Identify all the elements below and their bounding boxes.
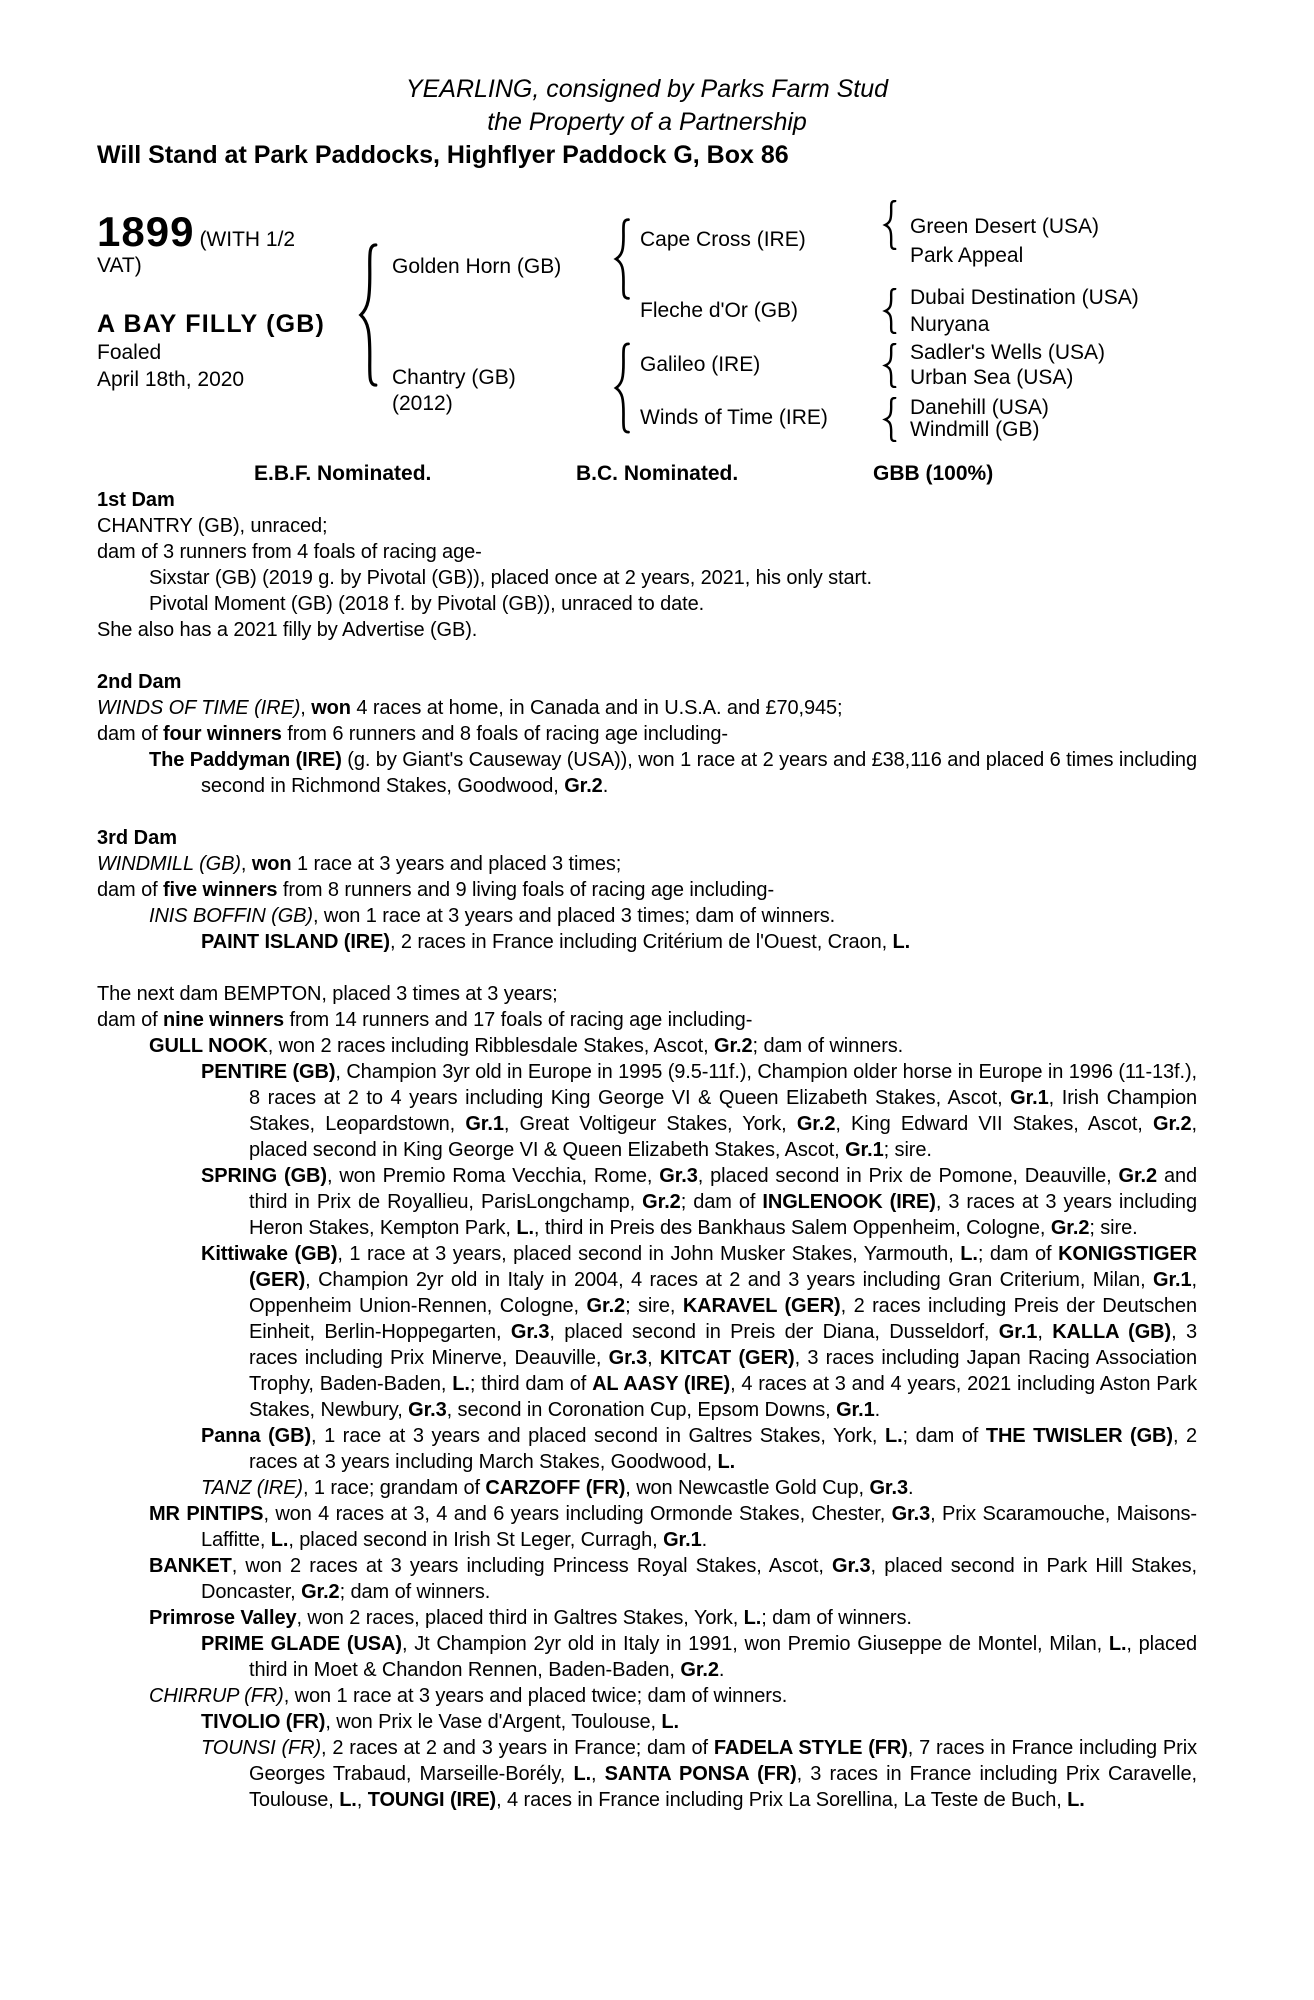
text-run: , won 1 race at 3 years and placed twice; dam of winners.: [283, 1685, 788, 1707]
property-line: the Property of a Partnership: [487, 108, 807, 136]
produce-paragraph: [97, 1735, 1197, 1813]
text-run: L.: [743, 1607, 762, 1629]
text-run: CHIRRUP (FR): [149, 1685, 284, 1707]
text-run: ,: [591, 1763, 605, 1785]
text-run: Gr.3: [832, 1555, 871, 1577]
text-run: KALLA (GB): [1052, 1321, 1172, 1343]
text-run: GULL NOOK: [149, 1035, 268, 1057]
text-run: Pivotal Moment (GB) (2018 f. by Pivotal (GB)), unraced to date.: [149, 593, 705, 615]
pedigree-grandparent: Winds of Time (IRE): [640, 406, 828, 429]
text-run: TIVOLIO (FR): [201, 1711, 326, 1733]
text-run: KONIGSTIGER (GER): [249, 1243, 1198, 1291]
text-run: .: [701, 1529, 708, 1551]
text-run: MR PINTIPS: [149, 1503, 264, 1525]
lot-vat-note: (WITH 1/2 VAT): [97, 228, 296, 277]
consignor-line: YEARLING, consigned by Parks Farm Stud: [405, 75, 889, 103]
text-run: Gr.3: [891, 1503, 931, 1525]
text-run: ,: [300, 697, 312, 719]
text-run: , won Prix le Vase d'Argent, Toulouse,: [325, 1711, 662, 1733]
pedigree-brace-icon: [882, 288, 898, 334]
produce-paragraph: [97, 851, 1197, 877]
pedigree-great-grandparent: Park Appeal: [910, 244, 1024, 267]
produce-paragraph: [97, 1709, 1197, 1735]
pedigree-brace-icon: [612, 342, 632, 434]
text-run: Gr.1: [1010, 1087, 1049, 1109]
text-run: won: [311, 697, 351, 719]
produce-paragraph: [97, 695, 1197, 721]
text-run: L.: [452, 1373, 470, 1395]
text-run: PRIME GLADE (USA): [201, 1633, 402, 1655]
dam-heading: 3rd Dam: [97, 827, 178, 849]
text-run: ,: [1037, 1321, 1053, 1343]
pedigree-great-grandparent: Windmill (GB): [910, 418, 1040, 441]
pedigree-grandparent: Fleche d'Or (GB): [640, 299, 799, 322]
text-run: SPRING (GB): [201, 1165, 327, 1187]
text-run: , Champion 2yr old in Italy in 2004, 4 races at 2 and 3 years including Gran Criterium, Milan,: [305, 1269, 1153, 1291]
text-run: , Prix Scaramouche, Maisons-Laffitte,: [201, 1503, 1197, 1551]
text-run: .: [718, 1659, 725, 1681]
produce-paragraph: [97, 1501, 1197, 1553]
text-run: The next dam BEMPTON, placed 3 times at 3 years;: [97, 983, 558, 1005]
text-run: TOUNSI (FR): [201, 1737, 322, 1759]
text-run: , placed second in Park Hill Stakes, Doncaster,: [201, 1555, 1197, 1603]
text-run: Gr.2: [680, 1659, 719, 1681]
text-run: AL AASY (IRE): [592, 1373, 731, 1395]
foaled-date: April 18th, 2020: [97, 368, 245, 391]
text-run: ; dam of winners.: [339, 1581, 491, 1603]
text-run: INGLENOOK (IRE): [762, 1191, 936, 1213]
pedigree-grandparent: Cape Cross (IRE): [640, 228, 806, 251]
pedigree-brace-icon: [882, 200, 898, 250]
pedigree-brace-icon: [356, 242, 380, 388]
produce-paragraph: [97, 617, 1197, 643]
text-run: L.: [516, 1217, 534, 1239]
text-run: , second in Coronation Cup, Epsom Downs,: [446, 1399, 837, 1421]
text-run: Gr.1: [998, 1321, 1038, 1343]
text-run: dam of: [97, 723, 163, 745]
nominations-row: [0, 461, 1314, 487]
text-run: nine winners: [163, 1009, 285, 1031]
text-run: The Paddyman (IRE): [149, 749, 342, 771]
text-run: Gr.2: [796, 1113, 836, 1135]
text-run: FADELA STYLE (FR): [713, 1737, 908, 1759]
text-run: , 1 race; grandam of: [302, 1477, 486, 1499]
dam-section: [97, 981, 1197, 1813]
pedigree-great-grandparent: Sadler's Wells (USA): [910, 341, 1105, 364]
produce-paragraph: [97, 981, 1197, 1007]
text-run: , 2 races at 3 years including March Stakes, Goodwood,: [249, 1425, 1198, 1473]
text-run: dam of: [97, 879, 163, 901]
text-run: .: [602, 775, 609, 797]
text-run: Gr.2: [301, 1581, 340, 1603]
text-run: , 1 race at 3 years, placed second in John Musker Stakes, Yarmouth,: [337, 1243, 961, 1265]
text-run: Sixstar (GB) (2019 g. by Pivotal (GB)), placed once at 2 years, 2021, his only start.: [149, 567, 872, 589]
pedigree-dam: Chantry (GB): [392, 366, 516, 389]
text-run: PAINT ISLAND (IRE): [201, 931, 390, 953]
text-run: L.: [1108, 1633, 1127, 1655]
text-run: (g. by Giant's Causeway (USA)), won 1 race at 2 years and £38,116 and placed 6 times including second in Richmond Stakes, Goodwood,: [201, 749, 1197, 797]
produce-paragraph: [97, 903, 1197, 929]
dam-heading: 2nd Dam: [97, 671, 182, 693]
text-run: CARZOFF (FR): [485, 1477, 626, 1499]
produce-paragraph: [97, 539, 1197, 565]
text-run: , Champion 3yr old in Europe in 1995 (9.5-11f.), Champion older horse in Europe in 1996 (11-13f.), 8 races at 2 to 4 years including King George VI & Queen Elizabeth Stakes, Ascot,: [249, 1061, 1197, 1109]
text-run: L.: [270, 1529, 289, 1551]
text-run: , 3 races in France including Prix Caravelle, Toulouse,: [249, 1763, 1197, 1811]
text-run: , placed second in King George VI & Queen Elizabeth Stakes, Ascot,: [249, 1113, 1197, 1161]
lot-number-line: [97, 208, 339, 279]
text-run: WINDS OF TIME (IRE): [97, 697, 301, 719]
text-run: TOUNGI (IRE): [367, 1789, 497, 1811]
text-run: ; sire,: [625, 1295, 683, 1317]
text-run: dam of 3 runners from 4 foals of racing age-: [97, 541, 482, 563]
text-run: from 8 runners and 9 living foals of racing age including-: [277, 879, 775, 901]
dam-section: [97, 487, 1197, 643]
text-run: Gr.2: [1118, 1165, 1158, 1187]
produce-paragraph: [97, 721, 1197, 747]
text-run: dam of: [97, 1009, 163, 1031]
pedigree-brace-icon: [882, 343, 898, 388]
text-run: , won Premio Roma Vecchia, Rome,: [326, 1165, 660, 1187]
text-run: CHANTRY (GB), unraced;: [97, 515, 328, 537]
text-run: , Great Voltigeur Stakes, York,: [503, 1113, 797, 1135]
text-run: from 14 runners and 17 foals of racing age including-: [284, 1009, 753, 1031]
text-run: L.: [960, 1243, 978, 1265]
pedigree-brace-icon: [612, 218, 632, 300]
text-run: Gr.3: [869, 1477, 908, 1499]
text-run: 4 races at home, in Canada and in U.S.A. and £70,945;: [350, 697, 843, 719]
text-run: , 3 races at 3 years including Heron Stakes, Kempton Park,: [249, 1191, 1197, 1239]
text-run: Gr.2: [564, 775, 603, 797]
produce-paragraph: [97, 877, 1197, 903]
text-run: Gr.2: [586, 1295, 626, 1317]
dam-heading: 1st Dam: [97, 489, 175, 511]
text-run: Gr.3: [659, 1165, 698, 1187]
text-run: Gr.2: [642, 1191, 681, 1213]
text-run: Gr.1: [845, 1139, 884, 1161]
lot-number: 1899: [97, 208, 195, 255]
text-run: SANTA PONSA (FR): [604, 1763, 797, 1785]
text-run: , Irish Champion Stakes, Leopardstown,: [249, 1087, 1197, 1135]
text-run: L.: [892, 931, 911, 953]
text-run: .: [874, 1399, 881, 1421]
text-run: 1 race at 3 years and placed 3 times;: [291, 853, 622, 875]
produce-paragraph: [97, 1475, 1197, 1501]
produce-sections: [0, 487, 1314, 1813]
text-run: ; dam of: [902, 1425, 986, 1447]
text-run: WINDMILL (GB): [97, 853, 241, 875]
produce-paragraph: [97, 1059, 1197, 1163]
text-run: , placed third in Moet & Chandon Rennen, Baden-Baden,: [249, 1633, 1197, 1681]
produce-paragraph: [97, 1553, 1197, 1605]
text-run: , 7 races in France including Prix Georges Trabaud, Marseille-Borély,: [249, 1737, 1197, 1785]
produce-paragraph: [97, 1631, 1197, 1683]
text-run: from 6 runners and 8 foals of racing age including-: [281, 723, 728, 745]
produce-paragraph: [97, 565, 1197, 591]
pedigree-great-grandparent: Danehill (USA): [910, 396, 1049, 419]
produce-paragraph: [97, 1033, 1197, 1059]
pedigree-great-grandparent: Green Desert (USA): [910, 215, 1100, 238]
page-header: [0, 0, 1314, 172]
text-run: Gr.3: [608, 1347, 648, 1369]
dam-section: [97, 825, 1197, 955]
produce-paragraph: [97, 929, 1197, 955]
pedigree-table: [0, 195, 1314, 445]
text-run: Gr.3: [510, 1321, 550, 1343]
text-run: Gr.2: [1050, 1217, 1090, 1239]
text-run: , placed second in Preis der Diana, Dusseldorf,: [549, 1321, 999, 1343]
dam-section: [97, 669, 1197, 799]
text-run: , 4 races in France including Prix La Sorellina, La Teste de Buch,: [496, 1789, 1068, 1811]
text-run: , 4 races at 3 and 4 years, 2021 including Aston Park Stakes, Newbury,: [249, 1373, 1197, 1421]
gbb-badge: GBB (100%): [873, 462, 994, 485]
text-run: four winners: [163, 723, 282, 745]
text-run: ; third dam of: [469, 1373, 593, 1395]
text-run: ; dam of winners.: [761, 1607, 912, 1629]
text-run: , third in Preis des Bankhaus Salem Oppenheim, Cologne,: [533, 1217, 1051, 1239]
pedigree-great-grandparent: Urban Sea (USA): [910, 366, 1074, 389]
produce-paragraph: [97, 513, 1197, 539]
text-run: L.: [339, 1789, 357, 1811]
text-run: TANZ (IRE): [201, 1477, 303, 1499]
text-run: , won Newcastle Gold Cup,: [625, 1477, 870, 1499]
text-run: , placed second in Irish St Leger, Curragh,: [288, 1529, 664, 1551]
text-run: ,: [356, 1789, 368, 1811]
text-run: L.: [884, 1425, 903, 1447]
text-run: KITCAT (GER): [659, 1347, 795, 1369]
text-run: L.: [1067, 1789, 1085, 1811]
text-run: , 2 races including Preis der Deutschen Einheit, Berlin-Hoppegarten,: [249, 1295, 1198, 1343]
text-run: , won 4 races at 3, 4 and 6 years including Ormonde Stakes, Chester,: [263, 1503, 892, 1525]
text-run: Gr.1: [465, 1113, 504, 1135]
text-run: Primrose Valley: [149, 1607, 297, 1629]
text-run: , Jt Champion 2yr old in Italy in 1991, won Premio Giuseppe de Montel, Milan,: [401, 1633, 1109, 1655]
foaled-label: Foaled: [97, 341, 162, 364]
text-run: , won 2 races at 3 years including Princess Royal Stakes, Ascot,: [231, 1555, 832, 1577]
text-run: L.: [573, 1763, 592, 1785]
lot-block: [97, 208, 357, 393]
text-run: Gr.1: [1153, 1269, 1192, 1291]
text-run: , King Edward VII Stakes, Ascot,: [835, 1113, 1153, 1135]
text-run: , won 1 race at 3 years and placed 3 times; dam of winners.: [312, 905, 836, 927]
text-run: She also has a 2021 filly by Advertise (GB).: [97, 619, 478, 641]
text-run: Gr.3: [408, 1399, 447, 1421]
text-run: Gr.1: [836, 1399, 875, 1421]
text-run: BANKET: [149, 1555, 232, 1577]
text-run: .: [908, 1477, 914, 1499]
text-run: and third in Prix de Royallieu, ParisLongchamp,: [249, 1165, 1198, 1213]
produce-paragraph: [97, 1683, 1197, 1709]
produce-paragraph: [97, 1241, 1197, 1423]
text-run: , 2 races in France including Critérium de l'Ouest, Craon,: [389, 931, 893, 953]
text-run: Panna (GB): [201, 1425, 312, 1447]
bc-nomination: B.C. Nominated.: [576, 462, 739, 485]
produce-paragraph: [97, 1007, 1197, 1033]
produce-paragraph: [97, 1605, 1197, 1631]
text-run: ; dam of: [680, 1191, 763, 1213]
text-run: ,: [647, 1347, 660, 1369]
text-run: ; sire.: [883, 1139, 932, 1161]
text-run: ; sire.: [1089, 1217, 1138, 1239]
pedigree-great-grandparent: Dubai Destination (USA): [910, 286, 1139, 309]
produce-paragraph: [97, 1423, 1197, 1475]
text-run: L.: [717, 1451, 736, 1473]
text-run: , 3 races including Japan Racing Association Trophy, Baden-Baden,: [249, 1347, 1197, 1395]
text-run: Gr.2: [1152, 1113, 1192, 1135]
text-run: INIS BOFFIN (GB): [149, 905, 313, 927]
text-run: , 2 races at 2 and 3 years in France; dam of: [321, 1737, 714, 1759]
text-run: THE TWISLER (GB): [985, 1425, 1173, 1447]
text-run: ; dam of: [977, 1243, 1059, 1265]
produce-paragraph: [97, 1163, 1197, 1241]
stand-location-line: Will Stand at Park Paddocks, Highflyer Paddock G, Box 86: [97, 141, 789, 169]
pedigree-brace-icon: [882, 397, 898, 442]
text-run: Gr.2: [714, 1035, 753, 1057]
text-run: , won 2 races, placed third in Galtres Stakes, York,: [296, 1607, 744, 1629]
text-run: , won 2 races including Ribblesdale Stakes, Ascot,: [267, 1035, 714, 1057]
text-run: L.: [661, 1711, 679, 1733]
text-run: Gr.1: [663, 1529, 702, 1551]
pedigree-dam-year: (2012): [392, 392, 453, 415]
text-run: ,: [240, 853, 252, 875]
text-run: PENTIRE (GB): [201, 1061, 336, 1083]
pedigree-great-grandparent: Nuryana: [910, 313, 990, 336]
text-run: five winners: [163, 879, 278, 901]
text-run: KARAVEL (GER): [682, 1295, 841, 1317]
ebf-nomination: E.B.F. Nominated.: [254, 462, 432, 485]
produce-paragraph: [97, 591, 1197, 617]
text-run: , 1 race at 3 years and placed second in Galtres Stakes, York,: [311, 1425, 885, 1447]
produce-paragraph: [97, 747, 1197, 799]
pedigree-sire: Golden Horn (GB): [392, 255, 562, 278]
pedigree-grandparent: Galileo (IRE): [640, 353, 761, 376]
text-run: , placed second in Prix de Pomone, Deauville,: [697, 1165, 1119, 1187]
text-run: Kittiwake (GB): [201, 1243, 338, 1265]
text-run: won: [251, 853, 292, 875]
text-run: , 3 races including Prix Minerve, Deauville,: [249, 1321, 1197, 1369]
lot-horse-name: A BAY FILLY (GB): [97, 310, 326, 338]
text-run: , Oppenheim Union-Rennen, Cologne,: [249, 1269, 1197, 1317]
text-run: ; dam of winners.: [752, 1035, 904, 1057]
